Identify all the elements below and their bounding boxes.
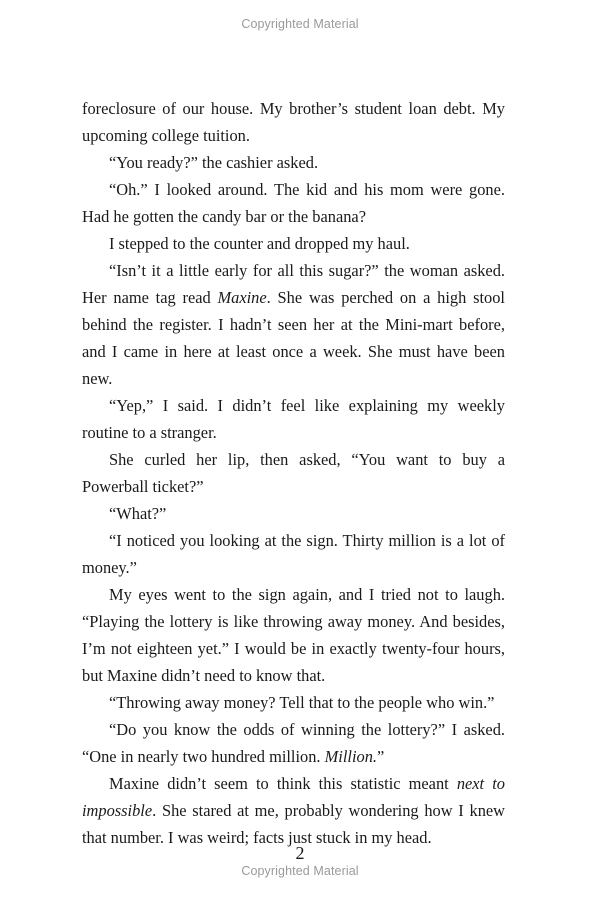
italic-name: Maxine [217, 288, 267, 307]
paragraph: foreclosure of our house. My brother’s student loan debt. My upcoming college tuition. [82, 99, 505, 145]
paragraph: “Isn’t it a little early for all this sugar?” the woman asked. Her name tag read Maxine. She was perched on a high stool behind the register. I hadn’t seen her at the Mini-mart before, and I came in here at least once a week. She must have been new. [82, 261, 505, 388]
copyright-watermark-top: Copyrighted Material [241, 17, 359, 31]
paragraph: “Throwing away money? Tell that to the people who win.” [109, 693, 495, 712]
page-number: 2 [295, 843, 305, 863]
copyright-watermark-bottom: Copyrighted Material [241, 864, 359, 878]
paragraph: “Do you know the odds of winning the lottery?” I asked. “One in nearly two hundred million. Million.” [82, 720, 505, 766]
paragraph: I stepped to the counter and dropped my haul. [109, 234, 410, 253]
paragraph: Maxine didn’t seem to think this statistic meant next to impossible. She stared at me, probably wondering how I knew that number. I was weird; facts just stuck in my head. [82, 774, 505, 847]
paragraph: She curled her lip, then asked, “You want to buy a Powerball ticket?” [82, 450, 505, 496]
paragraph: “What?” [109, 504, 167, 523]
italic-emphasis: Million. [324, 747, 377, 766]
page-body [82, 95, 505, 851]
italic-emphasis: next to impossible [82, 774, 505, 820]
paragraph: “Yep,” I said. I didn’t feel like explaining my weekly routine to a stranger. [82, 396, 505, 442]
paragraph: “I noticed you looking at the sign. Thirty million is a lot of money.” [82, 531, 505, 577]
paragraph: “Oh.” I looked around. The kid and his mom were gone. Had he gotten the candy bar or the banana? [82, 180, 505, 226]
paragraph: My eyes went to the sign again, and I tried not to laugh. “Playing the lottery is like throwing away money. And besides, I’m not eighteen yet.” I would be in exactly twenty-four hours, but Maxine didn’t need to know that. [82, 585, 505, 685]
paragraph: “You ready?” the cashier asked. [109, 153, 319, 172]
